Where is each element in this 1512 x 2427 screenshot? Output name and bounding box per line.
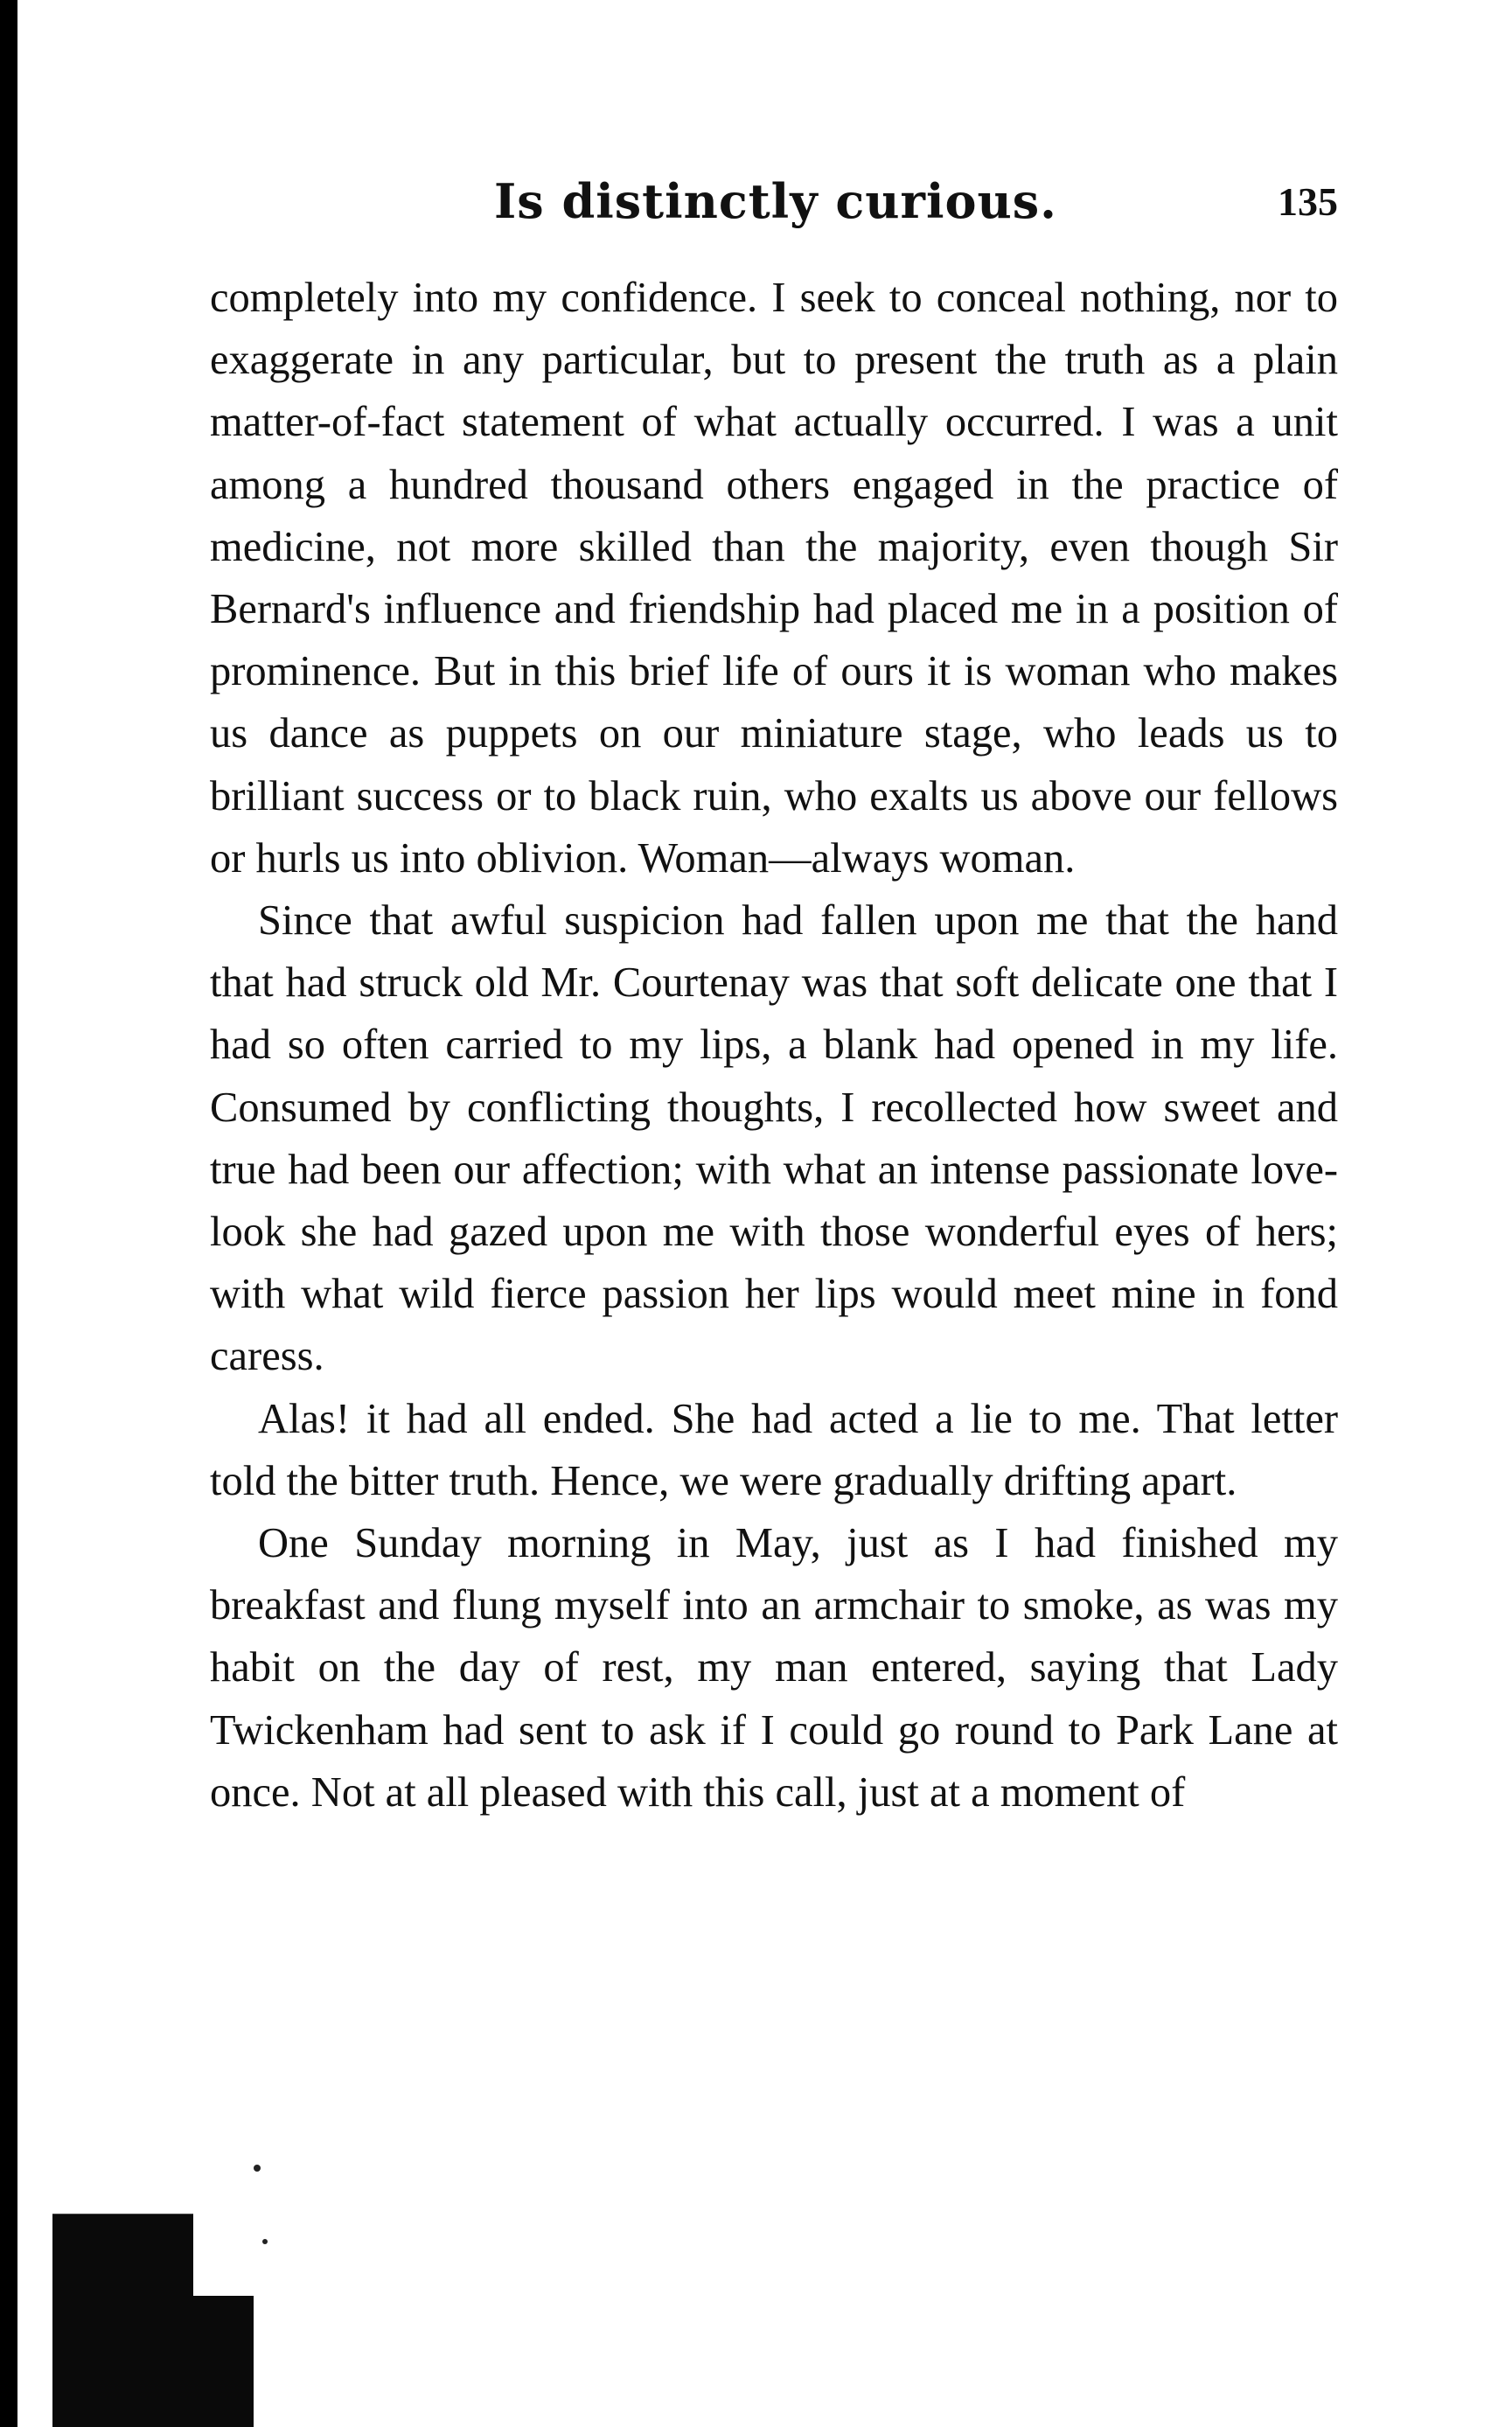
body-text xyxy=(210,267,1338,1824)
scan-speck xyxy=(262,2239,268,2244)
paragraph: One Sunday morning in May, just as I had finished my breakfast and flung myself into an armchair to smoke, as was my habit on the day of rest, my man entered, saying that Lady Twickenham had sent to ask if I could go round to Park Lane at once. Not at all pleased with this call, just at a moment of xyxy=(210,1520,1338,1816)
running-title: Is distinctly curious. xyxy=(494,173,1057,229)
paragraph: completely into my confidence. I seek to conceal nothing, nor to exaggerate in any particular, but to present the truth as a plain matter-of-fact statement of what actually occurred. I was a unit among a hundred thousand others engaged in the practice of medicine, not more skilled than the majority, even though Sir Bernard's influence and friendship had placed me in a position of prominence. But in this brief life of ours it is woman who makes us dance as puppets on our miniature stage, who leads us to brilliant success or to black ruin, who exalts us above our fellows or hurls us into oblivion. Woman—always woman. xyxy=(210,275,1338,882)
page-number: 135 xyxy=(1278,179,1338,224)
paragraph: Alas! it had all ended. She had acted a lie to me. That letter told the bitter truth. Hence, we were gradually drifting apart. xyxy=(210,1395,1338,1504)
paragraph: Since that awful suspicion had fallen upon me that the hand that had struck old Mr. Courtenay was that soft delicate one that I had so often carried to my lips, a blank had opened in my life. Consumed by conflicting thoughts, I recollected how sweet and true had been our affection; with what an intense passionate love-look she had gazed upon me with those wonderful eyes of hers; with what wild fierce passion her lips would meet mine in fond caress. xyxy=(210,897,1338,1380)
scan-speck xyxy=(254,2165,261,2172)
page-header xyxy=(210,173,1338,252)
scan-left-edge xyxy=(0,0,17,2427)
scan-artifact xyxy=(52,2099,254,2427)
